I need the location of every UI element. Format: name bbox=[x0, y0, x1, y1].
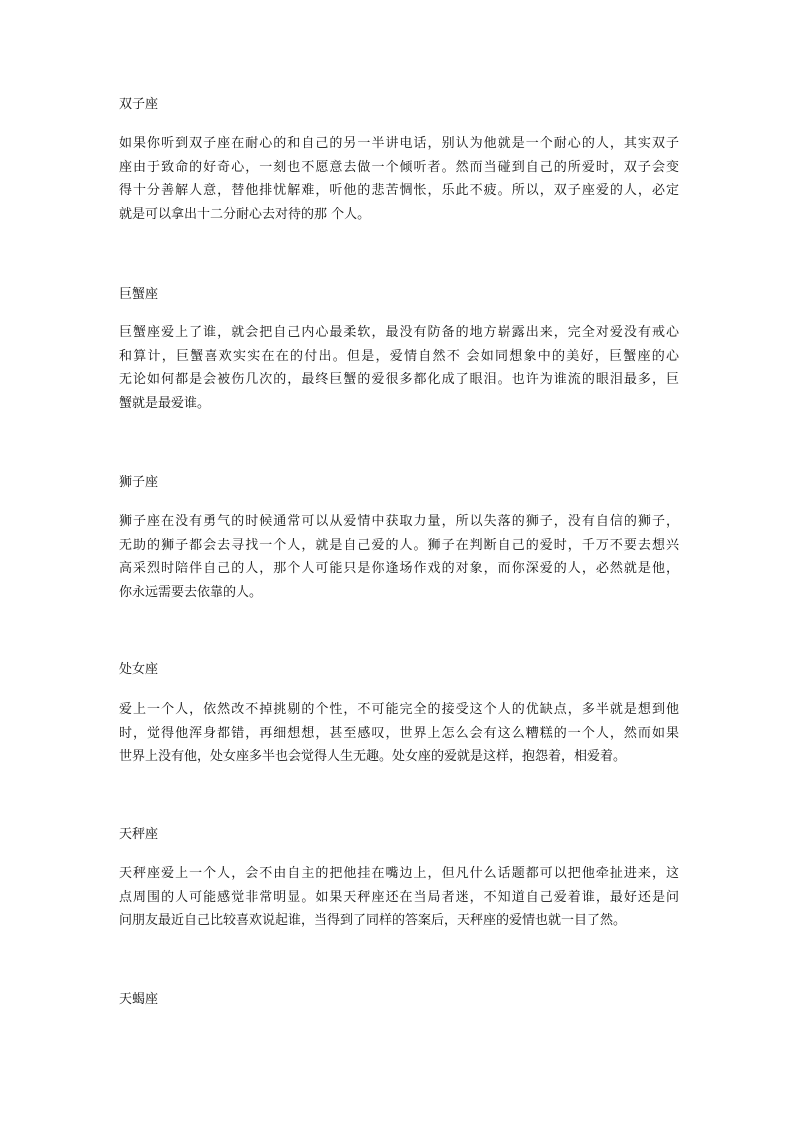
section-paragraph-cancer bbox=[119, 321, 679, 416]
paragraph-line: 时，觉得他浑身都错，再细想想，甚至感叹，世界上怎么会有这么糟糕的一个人，然而如果 bbox=[119, 725, 679, 741]
paragraph-line: 得十分善解人意，替他排忧解难，听他的悲苦惆怅，乐此不疲。所以，双子座爱的人，必定 bbox=[119, 183, 679, 199]
section-heading-scorpio: 天蝎座 bbox=[119, 992, 159, 1007]
paragraph-line: 就是可以拿出十二分耐心去对待的那 个人。 bbox=[119, 207, 371, 223]
section-paragraph-gemini bbox=[119, 132, 679, 227]
paragraph-line: 世界上没有他，处女座多半也会觉得人生无趣。处女座的爱就是这样，抱怨着，相爱着。 bbox=[119, 749, 627, 765]
section-paragraph-virgo bbox=[119, 698, 679, 769]
paragraph-line: 蟹就是最爱谁。 bbox=[119, 396, 211, 412]
section-heading-libra: 天秤座 bbox=[119, 827, 159, 842]
section-heading-virgo: 处女座 bbox=[119, 662, 159, 677]
paragraph-line: 和算计，巨蟹喜欢实实在在的付出。但是，爱情自然不 会如同想象中的美好，巨蟹座的心 bbox=[119, 348, 679, 364]
section-heading-leo: 狮子座 bbox=[119, 475, 159, 490]
section-paragraph-libra bbox=[119, 862, 679, 933]
section-heading-gemini: 双子座 bbox=[119, 97, 159, 112]
paragraph-line: 你永远需要去依靠的人。 bbox=[119, 585, 263, 601]
paragraph-line: 高采烈时陪伴自己的人，那个人可能只是你逢场作戏的对象，而你深爱的人，必然就是他， bbox=[119, 561, 679, 577]
paragraph-line: 巨蟹座爱上了谁，就会把自己内心最柔软，最没有防备的地方崭露出来，完全对爱没有戒心 bbox=[119, 325, 679, 340]
paragraph-line: 如果你听到双子座在耐心的和自己的另一半讲电话，别认为他就是一个耐心的人，其实双子 bbox=[119, 136, 679, 151]
paragraph-line: 无助的狮子都会去寻找一个人，就是自己爱的人。狮子在判断自己的爱时，千万不要去想兴 bbox=[119, 537, 679, 553]
paragraph-line: 座由于致命的好奇心，一刻也不愿意去做一个倾听者。然而当碰到自己的所爱时，双子会变 bbox=[119, 159, 679, 175]
paragraph-line: 问朋友最近自己比较喜欢说起谁，当得到了同样的答案后，天秤座的爱情也就一目了然。 bbox=[119, 913, 627, 929]
section-heading-cancer: 巨蟹座 bbox=[119, 287, 159, 302]
paragraph-line: 爱上一个人，依然改不掉挑剔的个性，不可能完全的接受这个人的优缺点，多半就是想到他 bbox=[119, 702, 679, 717]
paragraph-line: 狮子座在没有勇气的时候通常可以从爱情中获取力量，所以失落的狮子，没有自信的狮子， bbox=[119, 514, 679, 529]
section-paragraph-leo bbox=[119, 510, 679, 605]
paragraph-line: 点周围的人可能感觉非常明显。如果天秤座还在当局者迷，不知道自己爱着谁，最好还是问 bbox=[119, 889, 679, 905]
paragraph-line: 无论如何都是会被伤几次的，最终巨蟹的爱很多都化成了眼泪。也许为谁流的眼泪最多，巨 bbox=[119, 372, 679, 388]
paragraph-line: 天秤座爱上一个人，会不由自主的把他挂在嘴边上，但凡什么话题都可以把他牵扯进来，这 bbox=[119, 866, 679, 881]
